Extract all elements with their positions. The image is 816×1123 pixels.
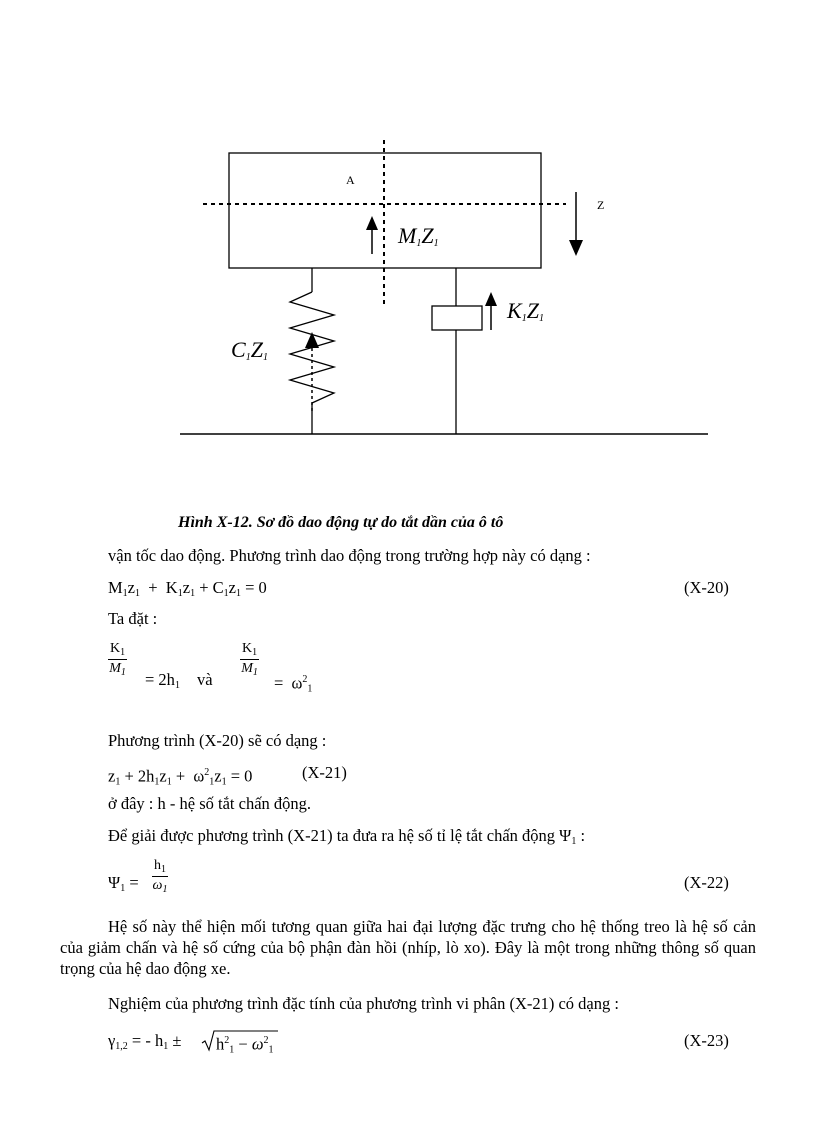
text-line-intro: vận tốc dao động. Phương trình dao động trong trường hợp này có dạng : [108,546,591,565]
spring-force-arrow-head [305,332,319,348]
label-c1z1: $C_1Z_1$ [231,337,268,363]
equation-x23-radicand: $h^2_1 - \omega^2_1$ [216,1034,274,1056]
text-line-nghiem: Nghiệm của phương trình đặc tính của phương trình vi phân (X-21) có dạng : [108,994,619,1013]
label-m1z1: $M_1Z_1$ [398,223,439,249]
text-line-psi: Để giải được phương trình (X-21) ta đưa ra hệ số tỉ lệ tắt chấn động $\Psi_1$ : [108,826,586,847]
label-a: A [346,173,355,187]
equation-x22-lhs: $\Psi_1$ = [108,873,139,894]
equation-number-x22: (X-22) [684,873,729,892]
equation-number-x23: (X-23) [684,1031,729,1050]
equation-number-x21: (X-21) [302,763,347,782]
damper-cylinder [432,306,482,330]
text-ta-dat: Ta đặt : [108,609,158,628]
label-k1z1: $K_1Z_1$ [507,298,544,324]
text-line-h-definition: ở đây : h - hệ số tắt chấn động. [108,794,312,813]
equation-x21: $z_1 + 2h_1z_1 + \omega^2_1z_1 = 0$ [108,766,253,788]
equation-x23-lhs: $\gamma_{1,2}$ = - $h_1$ ± [108,1031,186,1052]
definition-omega: = $\omega^2_1$ [274,673,313,695]
vehicle-mass-box [229,153,541,268]
equation-x20: $M_1z_1 + K_1z_1 + C_1z_1 = 0$ [108,578,267,599]
definition-2h1: = $2h_1$ [145,670,180,691]
fraction-k1-m1-a: $\frac{K_1}{M_1}$ [109,641,126,678]
fraction-h1-omega1: $\frac{h_1}{\omega_1}$ [152,858,168,895]
definition-and: và [197,670,213,689]
z-direction-arrow-head [569,240,583,256]
label-z: Z [597,198,605,212]
body-paragraph: Hệ số này thể hiện mối tương quan giữa hai đại lượng đặc trưng cho hệ thống treo là hệ số cản của giảm chấn và hệ số cứng của bộ phận đàn hồi (nhíp, lò xo). Đây là một trong những thông số quan trọng của hệ dao động xe. [60,917,756,978]
damper-arrow-head [485,292,497,306]
equation-number-x20: (X-20) [684,578,729,597]
inertia-arrow-head [366,216,378,230]
text-line-x20-form: Phương trình (X-20) sẽ có dạng : [108,731,327,750]
fraction-k1-m1-b: $\frac{K_1}{M_1}$ [241,641,258,678]
figure-caption: Hình X-12. Sơ đồ dao động tự do tắt dần của ô tô [178,514,504,531]
